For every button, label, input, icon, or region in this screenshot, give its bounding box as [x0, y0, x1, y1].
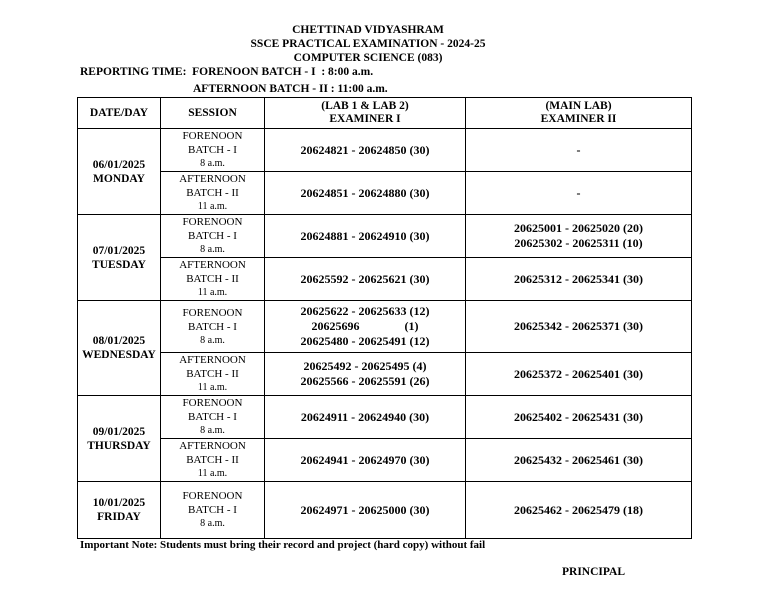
examiner-1-cell: 20625622 - 20625633 (12) 20625696 (1) 20625480 - 20625491 (12)	[265, 301, 466, 353]
examiner-2-cell: 20625462 - 20625479 (18)	[466, 482, 692, 539]
session-forenoon: FORENOON BATCH - I 8 a.m.	[161, 396, 265, 439]
header-session: SESSION	[161, 98, 265, 129]
header-row	[78, 98, 692, 129]
date-day-cell: 10/01/2025 FRIDAY	[78, 482, 161, 539]
date-day-cell: 07/01/2025 TUESDAY	[78, 215, 161, 301]
examiner-1-cell: 20624851 - 20624880 (30)	[265, 172, 466, 215]
examiner-2-cell: 20625312 - 20625341 (30)	[466, 258, 692, 301]
afternoon-batch-line: AFTERNOON BATCH - II : 11:00 a.m.	[193, 83, 388, 95]
date-day-cell: 09/01/2025 THURSDAY	[78, 396, 161, 482]
table-row	[78, 215, 692, 258]
table-row	[78, 439, 692, 482]
important-note: Important Note: Students must bring their record and project (hard copy) without fail	[80, 539, 486, 551]
school-name: CHETTINAD VIDYASHRAM	[292, 24, 444, 36]
session-forenoon: FORENOON BATCH - I 8 a.m.	[161, 215, 265, 258]
examiner-1-cell: 20624881 - 20624910 (30)	[265, 215, 466, 258]
session-forenoon: FORENOON BATCH - I 8 a.m.	[161, 482, 265, 539]
subject-title: COMPUTER SCIENCE (083)	[293, 52, 443, 64]
table-row	[78, 396, 692, 439]
exam-title: SSCE PRACTICAL EXAMINATION - 2024-25	[250, 38, 486, 50]
session-afternoon: AFTERNOON BATCH - II 11 a.m.	[161, 172, 265, 215]
examiner-2-cell: -	[466, 129, 692, 172]
examiner-2-cell: 20625402 - 20625431 (30)	[466, 396, 692, 439]
schedule-body	[78, 129, 692, 539]
session-afternoon: AFTERNOON BATCH - II 11 a.m.	[161, 353, 265, 396]
examiner-1-cell: 20624971 - 20625000 (30)	[265, 482, 466, 539]
header-examiner-1: (LAB 1 & LAB 2) EXAMINER I	[265, 98, 466, 129]
examiner-2-cell: 20625372 - 20625401 (30)	[466, 353, 692, 396]
header-date: DATE/DAY	[78, 98, 161, 129]
table-row	[78, 482, 692, 539]
examiner-1-cell: 20624911 - 20624940 (30)	[265, 396, 466, 439]
header-examiner-2: (MAIN LAB) EXAMINER II	[466, 98, 692, 129]
examiner-1-cell: 20625492 - 20625495 (4) 20625566 - 20625591 (26)	[265, 353, 466, 396]
examiner-1-cell: 20625592 - 20625621 (30)	[265, 258, 466, 301]
examiner-2-cell: 20625432 - 20625461 (30)	[466, 439, 692, 482]
date-day-cell: 08/01/2025 WEDNESDAY	[78, 301, 161, 396]
table-row	[78, 301, 692, 353]
table-row	[78, 129, 692, 172]
session-afternoon: AFTERNOON BATCH - II 11 a.m.	[161, 439, 265, 482]
schedule-table	[77, 97, 692, 539]
examiner-2-cell: 20625001 - 20625020 (20) 20625302 - 20625311 (10)	[466, 215, 692, 258]
session-afternoon: AFTERNOON BATCH - II 11 a.m.	[161, 258, 265, 301]
date-day-cell: 06/01/2025 MONDAY	[78, 129, 161, 215]
table-row	[78, 353, 692, 396]
examiner-2-cell: 20625342 - 20625371 (30)	[466, 301, 692, 353]
reporting-time-line: REPORTING TIME: FORENOON BATCH - I : 8:00 a.m.	[80, 66, 374, 78]
examiner-1-cell: 20624941 - 20624970 (30)	[265, 439, 466, 482]
principal-signature: PRINCIPAL	[562, 566, 626, 578]
session-forenoon: FORENOON BATCH - I 8 a.m.	[161, 301, 265, 353]
examiner-2-cell: -	[466, 172, 692, 215]
table-row	[78, 258, 692, 301]
table-row	[78, 172, 692, 215]
session-forenoon: FORENOON BATCH - I 8 a.m.	[161, 129, 265, 172]
examiner-1-cell: 20624821 - 20624850 (30)	[265, 129, 466, 172]
